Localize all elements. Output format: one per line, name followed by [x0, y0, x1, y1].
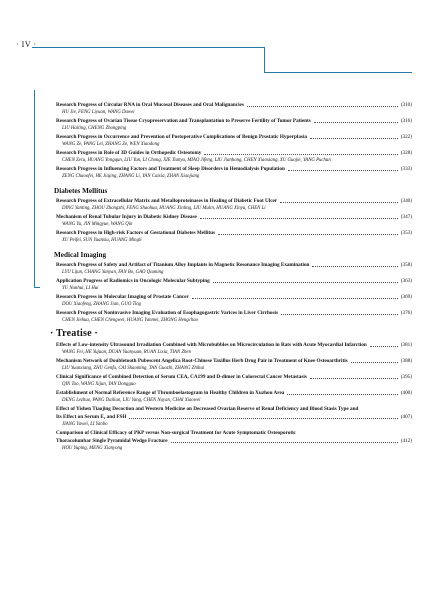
- toc-entry-row: [56, 149, 412, 157]
- toc-entry[interactable]: [56, 261, 412, 277]
- article-authors: QIN Tao, WANG Xijun, YAN Dongguo: [62, 382, 136, 387]
- article-title[interactable]: Application Progress of Radiomics in Oncologic Molecular Subtyping: [56, 278, 210, 284]
- article-title[interactable]: Research Progress of Extracellular Matrix and Metalloproteinases in Healing of Diabetic Foot Ulcer: [56, 198, 278, 204]
- article-title[interactable]: Mechanism Network of Doubletooth Pubescent Angelica Root-Chinese Taxillus Herb Drug Pair in Treatment of Knee Osteoarthritis: [56, 358, 348, 364]
- article-authors: LIU Hailing, CHENG Zhongping: [62, 126, 127, 131]
- article-authors: HU Jie, FENG Liyuan, WANG Dawei: [62, 110, 135, 115]
- article-authors: YU Nanhui, LI Hui: [62, 286, 99, 291]
- article-authors: DENG Lezhuo, PANG Dailian, LIU Yang, CHEN Nayan, CHAI Xiaowei: [62, 398, 201, 403]
- page-ref[interactable]: (328): [400, 150, 412, 156]
- leader-dots: [129, 418, 397, 419]
- page-ref[interactable]: (316): [400, 118, 412, 124]
- page-number: · IV ·: [16, 40, 37, 49]
- article-authors: WANG Yu, JIN Mingyue, WANG Qin: [62, 222, 133, 227]
- page-ref[interactable]: (388): [400, 358, 412, 364]
- page-ref[interactable]: (376): [400, 310, 412, 316]
- article-authors: DING Yanting, ZHOU Zhongzhi, FENG Shaohua, HUANG Xinling, LIU Mulin, HUANG Xinyu, CHEN Li: [62, 206, 266, 211]
- page-ref[interactable]: (358): [400, 262, 412, 268]
- page-ref[interactable]: (395): [400, 374, 412, 380]
- toc-entry-row: [56, 133, 412, 141]
- page-ref[interactable]: (381): [400, 342, 412, 348]
- article-authors: HOU Yuping, MENG Xianyong: [62, 446, 123, 451]
- section-heading: Medical Imaging: [54, 251, 107, 259]
- toc-entry[interactable]: [56, 117, 412, 133]
- leader-dots: [370, 346, 398, 347]
- article-title[interactable]: Establishment of Normal Reference Range of Thromboelastogram in Healthy Children in Xuzhou Area: [56, 390, 285, 396]
- article-title[interactable]: Mechanism of Renal Tubular Injury in Diabetic Kidney Disease: [56, 214, 197, 220]
- toc-entry[interactable]: [56, 229, 412, 245]
- article-title[interactable]: Research Progress in Role of 3D Guides in Orthopedic Osteotomy: [56, 150, 202, 156]
- toc-entry[interactable]: [56, 389, 412, 405]
- leader-dots: [351, 362, 398, 363]
- page-ref[interactable]: (333): [400, 166, 412, 172]
- article-title-continued[interactable]: Its Effect on Serum E₂ and FSH: [56, 414, 127, 420]
- toc-entry[interactable]: [56, 213, 412, 229]
- toc-entry[interactable]: [56, 101, 412, 117]
- article-authors: DOU Xiaofeng, ZHANG Jian, GUO Ting: [62, 302, 142, 307]
- toc-entry[interactable]: [56, 405, 412, 429]
- toc-entry-row: [56, 165, 412, 173]
- article-authors: WANG Ze, PANG Lei, ZHANG Ze, WEN Xiaodong: [62, 142, 160, 147]
- leader-dots: [312, 266, 397, 267]
- toc-entry[interactable]: [56, 165, 412, 181]
- toc-entry[interactable]: [56, 373, 412, 389]
- toc-entry-row: [56, 341, 412, 349]
- article-title[interactable]: Clinical Significance of Combined Detection of Serum CEA, CA199 and D-dimer in Colorectal Cancer Metastasis: [56, 374, 307, 380]
- page-ref[interactable]: (347): [400, 214, 412, 220]
- toc-entry[interactable]: [56, 133, 412, 149]
- page-ref[interactable]: (322): [400, 134, 412, 140]
- leader-dots: [281, 314, 398, 315]
- toc-entry-row: [56, 197, 412, 205]
- left-bracket: [34, 90, 35, 288]
- article-title[interactable]: Research Progress of Noninvasive Imaging Evaluation of Esophagogastric Varices in Liver Cirrhosis: [56, 310, 278, 316]
- article-title[interactable]: Research Progress in Molecular Imaging of Prostate Cancer: [56, 294, 189, 300]
- article-authors: JIANG Yawei, LI Yanbo: [62, 422, 108, 427]
- page-ref[interactable]: (407): [400, 414, 412, 420]
- leader-dots: [192, 298, 398, 299]
- article-title[interactable]: Research Progress in Influencing Factors and Treatment of Sleep Disorders in Hemodialysis Population: [56, 166, 285, 172]
- article-title[interactable]: Research Progress in Occurrence and Prevention of Postoperative Complications of Benign Prostatic Hyperplasia: [56, 134, 307, 140]
- toc-entry-row: [56, 293, 412, 301]
- page-ref[interactable]: (340): [400, 198, 412, 204]
- article-title[interactable]: Research Progress of Ovarian Tissue Cryopreservation and Transplantation to Preserve Fertility of Tumor Patients: [56, 118, 311, 124]
- header-rule-bottom: [264, 72, 412, 73]
- header-rule: [32, 47, 264, 48]
- leader-dots: [200, 218, 398, 219]
- toc-entry-row: [56, 437, 412, 445]
- toc-entry-row: [56, 117, 412, 125]
- leader-dots: [280, 202, 398, 203]
- article-title[interactable]: Research Progress of Safety and Artifact of Titanium Alloy Implants in Magnetic Resonance Imaging Examination: [56, 262, 310, 268]
- article-title-continued[interactable]: Thoracolumbar Single Pyramidal Wedge Fracture: [56, 438, 168, 444]
- toc-entry-row: [56, 213, 412, 221]
- article-authors: XU Peifei, SUN Yuanxiu, HUANG Mingli: [62, 238, 142, 243]
- page-ref[interactable]: (363): [400, 278, 412, 284]
- table-of-contents: [50, 101, 412, 453]
- toc-entry-row: [56, 389, 412, 397]
- toc-entry-row: [56, 101, 412, 109]
- page-ref[interactable]: (353): [400, 230, 412, 236]
- toc-entry[interactable]: [56, 293, 412, 309]
- article-authors: ZENG Chaoofei, HE Jiajing, ZHANG Li, YAN Caixia, ZHAN Xiaojiang: [62, 174, 200, 179]
- leader-dots: [218, 234, 398, 235]
- leader-dots: [310, 138, 398, 139]
- article-title[interactable]: Research Progress of Circular RNA in Oral Mucosal Diseases and Oral Malignancies: [56, 102, 244, 108]
- page-ref[interactable]: (412): [400, 438, 412, 444]
- toc-entry[interactable]: [56, 357, 412, 373]
- toc-entry-row: [56, 229, 412, 237]
- toc-entry[interactable]: [56, 197, 412, 213]
- article-authors: WANG Fei, HE Yujuan, DUAN Yuanyuan, RUAN Lixia, TIAN Zhen: [62, 350, 191, 355]
- toc-entry-row: [56, 413, 412, 421]
- leader-dots: [204, 154, 397, 155]
- page-ref[interactable]: (310): [400, 102, 412, 108]
- toc-entry-row: [56, 373, 412, 381]
- article-title[interactable]: Effect of Yishen Tiaojing Decoction and Western Medicine on Decreased Ovarian Reserve of Renal Deficiency and Blood Stasis Type and: [56, 406, 359, 412]
- article-title[interactable]: Research Progress in High-risk Factors of Gestational Diabetes Mellitus: [56, 230, 216, 236]
- toc-entry-row: [56, 277, 412, 285]
- toc-entry[interactable]: [56, 341, 412, 357]
- leader-dots: [314, 122, 398, 123]
- toc-entry[interactable]: [56, 149, 412, 165]
- leader-dots: [310, 378, 398, 379]
- page-ref[interactable]: (369): [400, 294, 412, 300]
- section-heading: Diabetes Mellitus: [54, 187, 108, 195]
- header-rule-hook: [264, 47, 265, 72]
- leader-dots: [287, 394, 397, 395]
- article-authors: LYU Lijun, CHANG Yanyan, FAN Bo, GAO Qiuming: [62, 270, 164, 275]
- article-authors: CHEN Jiehua, CHEN Chengwei, HUANG Yanmei, ZHONG Hengchao: [62, 318, 198, 323]
- page-ref[interactable]: (400): [400, 390, 412, 396]
- toc-entry-row: [56, 357, 412, 365]
- article-authors: CHEN Zeru, HUANG Yongqun, LIU Yun, LI Chong, XIE Tianyu, MIAO Jifeng, LIU Jianhong, CHEN Xiaoxiang, XU Guojie, YANG Puchun: [62, 158, 331, 163]
- leader-dots: [171, 442, 398, 443]
- leader-dots: [247, 106, 398, 107]
- article-title[interactable]: Effects of Low-intensity Ultrasound Irradiation Combined with Microbubbles on Microcirculation in Rats with Acute Myocardial Infarction: [56, 342, 367, 348]
- toc-entry[interactable]: [56, 429, 412, 453]
- article-title[interactable]: Comparison of Clinical Efficacy of PKP versus Non-surgical Treatment for Acute Symptomatic Osteoporotic: [56, 430, 296, 436]
- toc-entry-row: [56, 309, 412, 317]
- toc-entry[interactable]: [56, 309, 412, 325]
- toc-entry[interactable]: [56, 277, 412, 293]
- toc-entry-row: [56, 261, 412, 269]
- leader-dots: [288, 170, 398, 171]
- article-authors: LIU Yuanxiang, ZHU Genfu, CAI Shaoming, TAN Guozhi, ZHANG Zhihui: [62, 366, 205, 371]
- leader-dots: [213, 282, 398, 283]
- treatise-heading: · Treatise ·: [50, 328, 98, 339]
